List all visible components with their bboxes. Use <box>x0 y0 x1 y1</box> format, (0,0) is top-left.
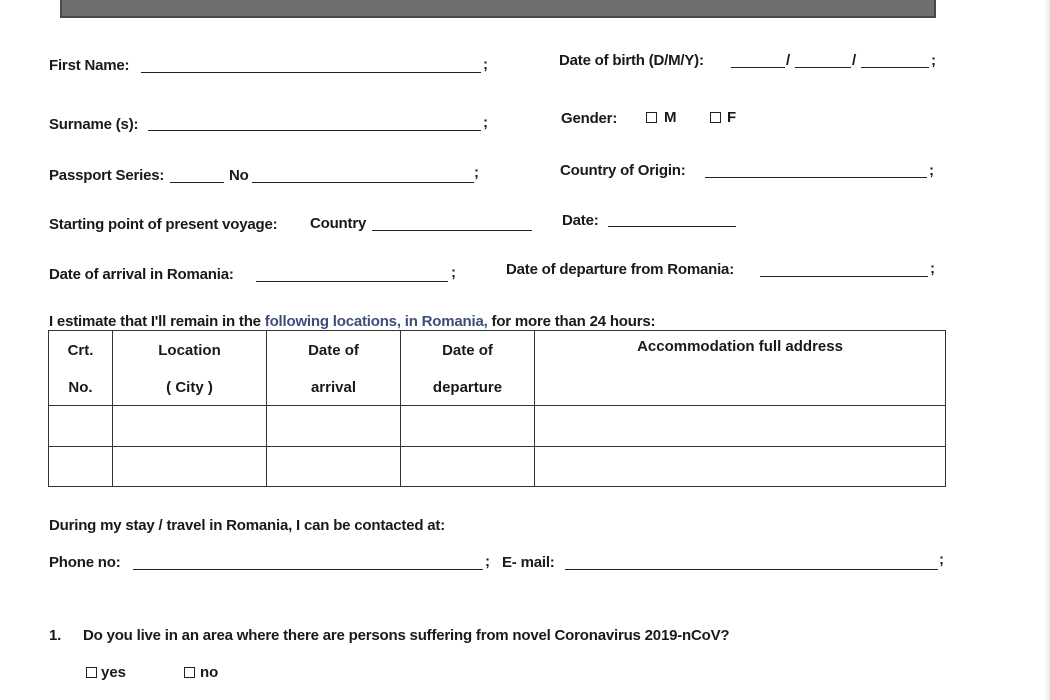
dob-slash-2: / <box>852 52 857 69</box>
departure-field[interactable] <box>760 276 928 277</box>
email-field[interactable] <box>565 569 938 570</box>
email-semicolon: ; <box>939 551 944 568</box>
locations-intro-highlight: following locations, in Romania, <box>264 313 488 330</box>
surname-semicolon: ; <box>483 114 488 131</box>
email-label: E- mail: <box>502 554 555 571</box>
question-1-text: Do you live in an area where there are persons suffering from novel Coronavirus 2019-nCoV? <box>83 627 730 644</box>
dob-label: Date of birth (D/M/Y): <box>559 52 704 69</box>
gender-f-label: F <box>727 109 737 126</box>
starting-country-label: Country <box>310 215 367 232</box>
gender-f-checkbox[interactable] <box>710 112 721 123</box>
first-name-semicolon: ; <box>483 56 488 73</box>
phone-field[interactable] <box>133 569 483 570</box>
departure-label: Date of departure from Romania: <box>506 261 734 278</box>
table-cell[interactable] <box>267 446 401 486</box>
surname-label: Surname (s): <box>49 116 139 133</box>
table-cell[interactable] <box>535 406 946 446</box>
dob-month-field[interactable] <box>795 67 851 68</box>
header-location: Location ( City ) <box>113 331 267 406</box>
country-origin-label: Country of Origin: <box>560 162 686 179</box>
scan-edge <box>1044 0 1050 700</box>
table-cell[interactable] <box>535 446 946 486</box>
contact-intro: During my stay / travel in Romania, I can be contacted at: <box>49 517 446 534</box>
passport-semicolon: ; <box>474 164 479 181</box>
dob-day-field[interactable] <box>731 67 785 68</box>
dob-semicolon: ; <box>931 52 936 69</box>
table-cell[interactable] <box>401 406 535 446</box>
departure-semicolon: ; <box>930 260 935 277</box>
phone-semicolon: ; <box>485 553 490 570</box>
passport-series-label: Passport Series: <box>49 167 165 184</box>
question-1-number: 1. <box>49 627 62 644</box>
phone-label: Phone no: <box>49 554 121 571</box>
question-1-yes-checkbox[interactable] <box>86 667 97 678</box>
locations-intro-a: I estimate that I'll remain in the <box>49 313 265 330</box>
dob-slash-1: / <box>786 52 791 69</box>
table-header-row <box>49 331 946 406</box>
table-cell[interactable] <box>49 406 113 446</box>
header-crt-no: Crt. No. <box>49 331 113 406</box>
passport-series-field[interactable] <box>170 182 224 183</box>
start-date-label: Date: <box>562 212 599 229</box>
passport-no-field[interactable] <box>252 182 474 183</box>
first-name-label: First Name: <box>49 57 130 74</box>
table-cell[interactable] <box>113 446 267 486</box>
header-date-departure: Date of departure <box>401 331 535 406</box>
question-1-no-label: no <box>200 664 219 681</box>
country-origin-field[interactable] <box>705 177 927 178</box>
header-date-arrival: Date of arrival <box>267 331 401 406</box>
gender-m-checkbox[interactable] <box>646 112 657 123</box>
first-name-field[interactable] <box>141 72 481 73</box>
starting-country-field[interactable] <box>372 230 532 231</box>
table-row <box>49 446 946 486</box>
surname-field[interactable] <box>148 130 481 131</box>
question-1-no-checkbox[interactable] <box>184 667 195 678</box>
arrival-semicolon: ; <box>451 264 456 281</box>
locations-intro <box>49 313 655 330</box>
table-cell[interactable] <box>267 406 401 446</box>
gender-label: Gender: <box>561 110 618 127</box>
question-1-yes-label: yes <box>101 664 127 681</box>
dob-year-field[interactable] <box>861 67 929 68</box>
table-cell[interactable] <box>49 446 113 486</box>
header-accommodation: Accommodation full address <box>535 331 946 406</box>
table-row <box>49 406 946 446</box>
table-cell[interactable] <box>113 406 267 446</box>
arrival-label: Date of arrival in Romania: <box>49 266 234 283</box>
passport-no-label: No <box>229 167 249 184</box>
locations-intro-b: for more than 24 hours: <box>487 313 656 330</box>
locations-table <box>48 330 946 487</box>
table-cell[interactable] <box>401 446 535 486</box>
starting-point-label: Starting point of present voyage: <box>49 216 278 233</box>
start-date-field[interactable] <box>608 226 736 227</box>
arrival-field[interactable] <box>256 281 448 282</box>
country-origin-semicolon: ; <box>929 162 934 179</box>
gender-m-label: M <box>664 109 677 126</box>
header-band <box>60 0 936 18</box>
